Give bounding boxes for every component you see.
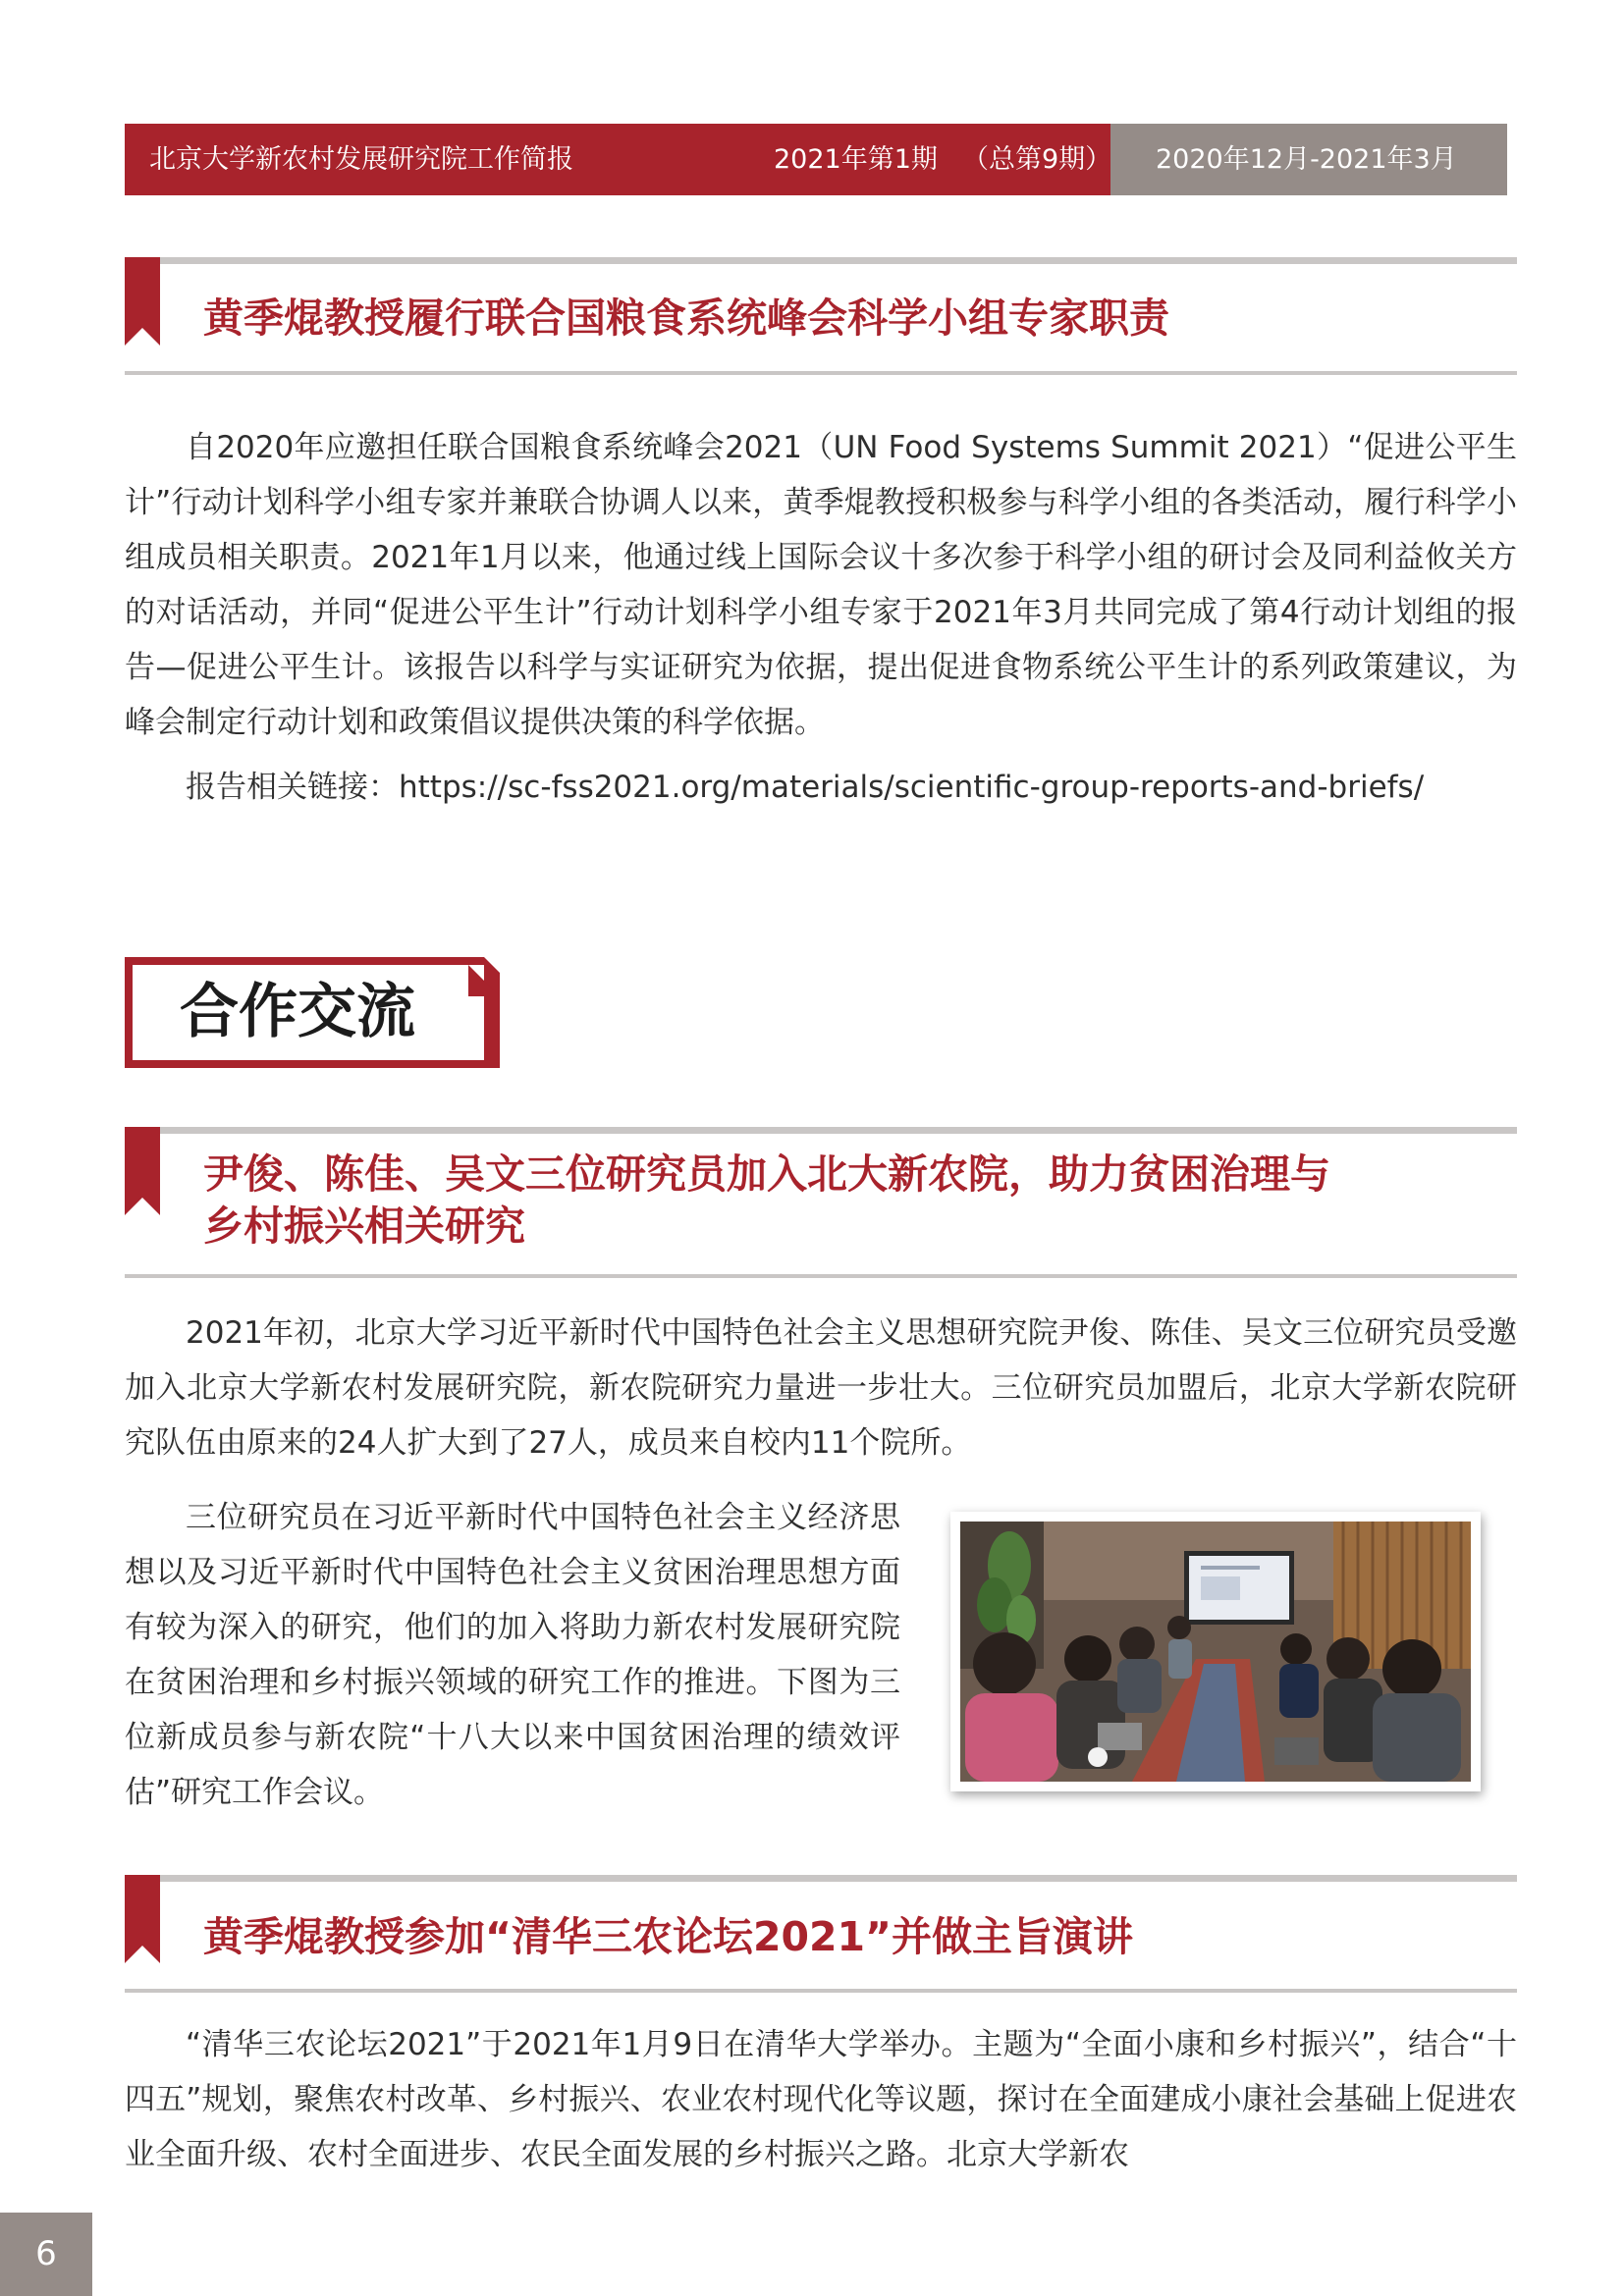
header-period: 2020年12月-2021年3月 (1156, 144, 1457, 175)
section2-bottom-rule (125, 1274, 1517, 1278)
section3-bottom-rule (125, 1989, 1517, 1993)
section2-ribbon-icon (125, 1127, 160, 1215)
header-total-issue: （总第9期） (962, 144, 1112, 175)
section1-top-rule (125, 257, 1517, 264)
page-number: 6 (0, 2213, 92, 2296)
header-publication: 北京大学新农村发展研究院工作简报 (149, 144, 573, 175)
meeting-photo-image (950, 1512, 1481, 1791)
header-issue: 2021年第1期 (774, 144, 938, 175)
section3-ribbon-icon (125, 1875, 160, 1963)
section3-body (125, 2017, 1517, 2182)
meeting-photo (950, 1512, 1481, 1791)
section1-ribbon-icon (125, 257, 160, 346)
category-tag-label: 合作交流 (180, 978, 415, 1046)
section1-body (125, 420, 1517, 815)
section2-paragraph2: 三位研究员在习近平新时代中国特色社会主义经济思想以及习近平新时代中国特色社会主义贫困治理思想方面有较为深入的研究，他们的加入将助力新农村发展研究院在贫困治理和乡村振兴领域的研究工作的推进。下图为三位新成员参与新农院“十八大以来中国贫困治理的绩效评估”研究工作会议。 (125, 1500, 900, 1810)
section2-title-line1: 尹俊、陈佳、吴文三位研究员加入北大新农院，助力贫困治理与 (203, 1150, 1330, 1198)
section2-body (125, 1306, 1517, 1470)
section3-paragraph: “清华三农论坛2021”于2021年1月9日在清华大学举办。主题为“全面小康和乡村振兴”，结合“十四五”规划，聚焦农村改革、乡村振兴、农业农村现代化等议题，探讨在全面建成小康社会基础上促进农业全面升级、农村全面进步、农民全面发展的乡村振兴之路。北京大学新农 (125, 2027, 1517, 2172)
section1-link-paragraph: 报告相关链接：https://sc-fss2021.org/materials/scientific-group-reports-and-briefs/ (186, 770, 1425, 805)
section1-title: 黄季焜教授履行联合国粮食系统峰会科学小组专家职责 (203, 294, 1169, 342)
section2-title-line2: 乡村振兴相关研究 (203, 1202, 525, 1250)
section2-top-rule (125, 1127, 1517, 1134)
section1-bottom-rule (125, 371, 1517, 375)
section2-body-2 (125, 1490, 900, 1820)
section3-title: 黄季焜教授参加“清华三农论坛2021”并做主旨演讲 (203, 1913, 1134, 1960)
section1-paragraph: 自2020年应邀担任联合国粮食系统峰会2021（UN Food Systems Summit 2021）“促进公平生计”行动计划科学小组专家并兼联合协调人以来，黄季焜教授积极参与科学小组的各类活动，履行科学小组成员相关职责。2021年1月以来，他通过线上国际会议十多次参于科学小组的研讨会及同利益攸关方的对话活动，并同“促进公平生计”行动计划科学小组专家于2021年3月共同完成了第4行动计划组的报告—促进公平生计。该报告以科学与实证研究为依据，提出促进食物系统公平生计的系列政策建议，为峰会制定行动计划和政策倡议提供决策的科学依据。 (125, 430, 1517, 740)
section2-paragraph1: 2021年初，北京大学习近平新时代中国特色社会主义思想研究院尹俊、陈佳、吴文三位研究员受邀加入北京大学新农村发展研究院，新农院研究力量进一步壮大。三位研究员加盟后，北京大学新农院研究队伍由原来的24人扩大到了27人，成员来自校内11个院所。 (125, 1315, 1517, 1461)
section3-top-rule (125, 1875, 1517, 1882)
